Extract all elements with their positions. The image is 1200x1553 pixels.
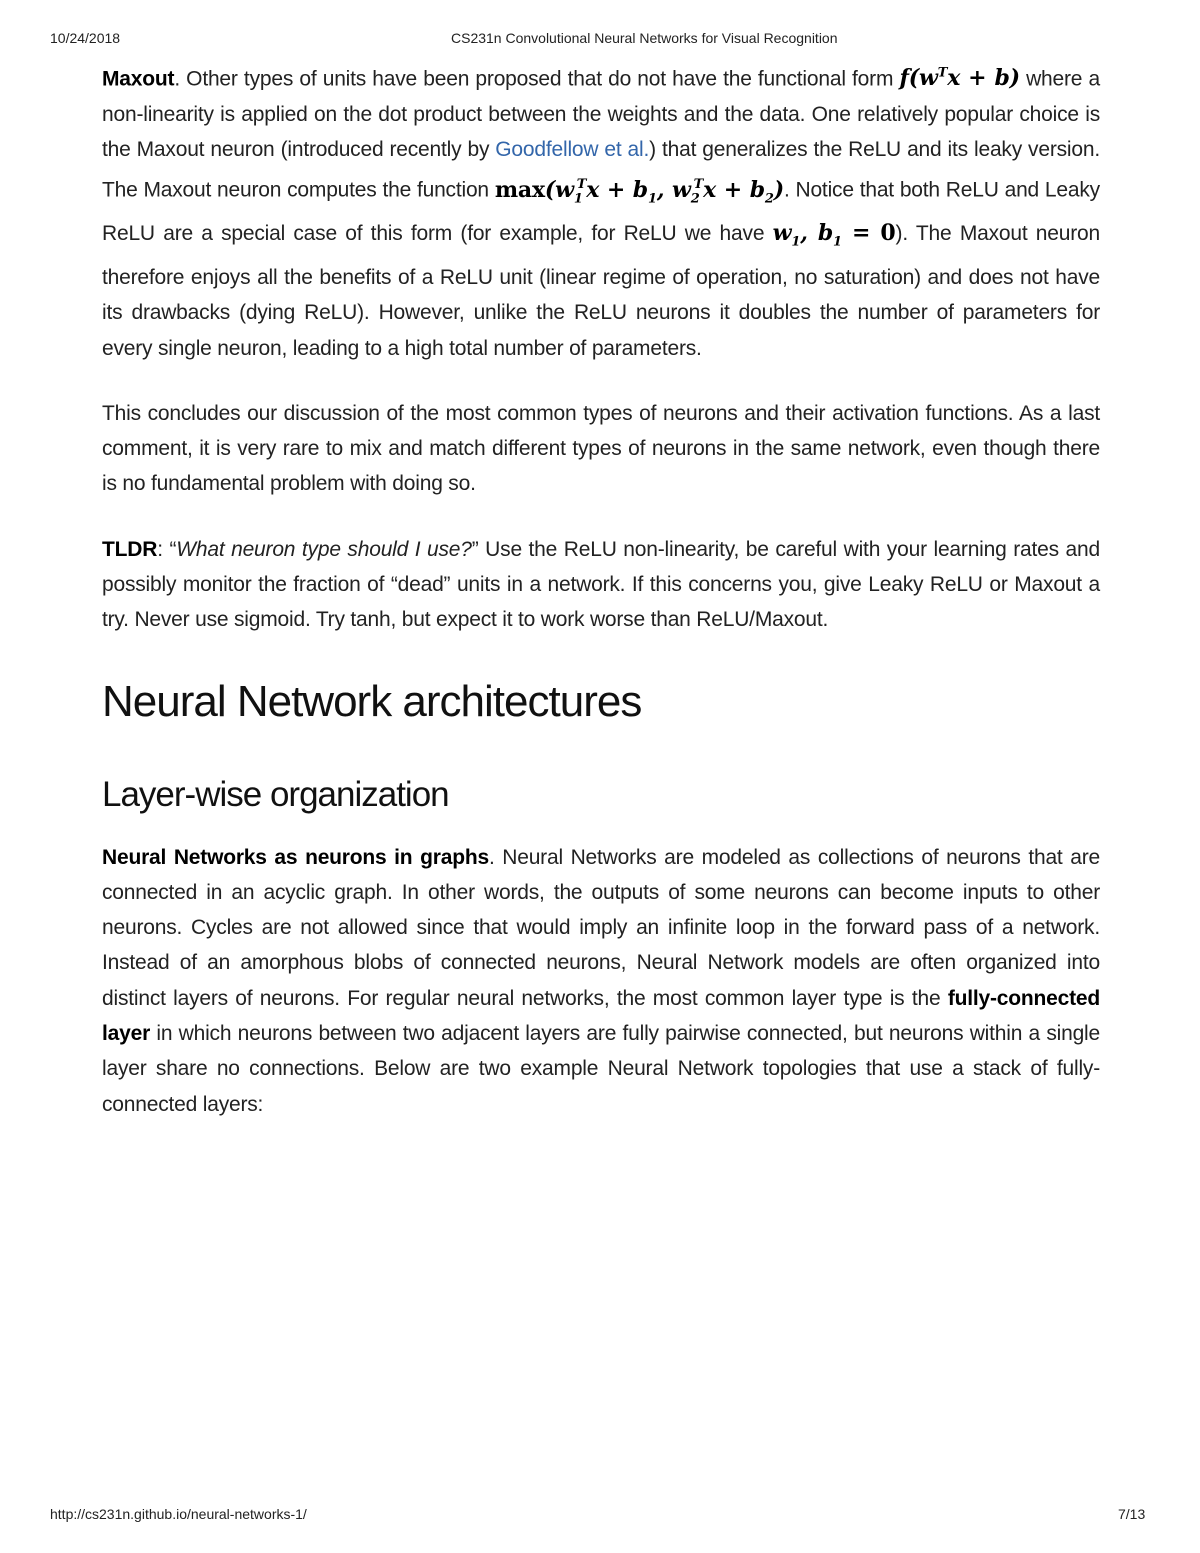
text: ) that generalizes the ReLU and its leaky version. The Maxout neuron computes the function bbox=[102, 137, 1100, 202]
print-title: CS231n Convolutional Neural Networks for Visual Recognition bbox=[451, 30, 838, 46]
tldr-label: TLDR bbox=[102, 537, 158, 561]
goodfellow-link[interactable]: Goodfellow et al. bbox=[495, 137, 650, 161]
text: . Notice that both ReLU and Leaky ReLU are a special case of this form (for example, for ReLU we have bbox=[102, 178, 1100, 246]
fc-layer-term: fully-connected layer bbox=[102, 986, 1100, 1046]
text: . Other types of units have been proposed that do not have the functional form bbox=[174, 67, 900, 91]
subsection-heading: Layer-wise organization bbox=[102, 774, 449, 814]
math-maxout-function: $\max(w_1^Tx + b_1$, $w_2^Tx + b_2$) bbox=[494, 176, 784, 206]
text: ” Use the ReLU non-linearity, be careful with your learning rates and possibly monitor the fraction of “dead” units in a network. If this concerns you, give Leaky ReLU or Maxout a try. Never use sigmoid. Try tanh, but expect it to work worse than ReLU/Maxout. bbox=[102, 537, 1100, 632]
text: in which neurons between two adjacent layers are fully pairwise connected, but neurons within a single layer share no connections. Below are two example Neural Network topologies that use a stack of fully-connected layers: bbox=[102, 1022, 1100, 1116]
graphs-term: Neural Networks as neurons in graphs bbox=[102, 845, 489, 869]
print-date: 10/24/2018 bbox=[50, 30, 121, 46]
text: where a non-linearity is applied on the dot product between the weights and the data. One relatively popular choice is the Maxout neuron (introduced recently by bbox=[102, 67, 1101, 161]
math-relu-case: $w_1$, $b_1 = 0$ bbox=[772, 220, 896, 250]
section-heading: Neural Network architectures bbox=[102, 676, 642, 726]
tldr-paragraph bbox=[102, 532, 1100, 638]
math-affine-form: $f(w^Tx + b)$ bbox=[899, 65, 1020, 92]
tldr-question: What neuron type should I use? bbox=[176, 537, 472, 561]
text: ). The Maxout neuron therefore enjoys all the benefits of a ReLU unit (linear regime of operation, no saturation) and does not have its drawbacks (dying ReLU). However, unlike the ReLU neurons it doubles the number of parameters for every single neuron, leading to a high total number of parameters. bbox=[102, 222, 1100, 360]
article-body bbox=[102, 56, 1100, 1152]
graphs-paragraph bbox=[102, 840, 1100, 1122]
text: : “ bbox=[157, 537, 177, 561]
text: . Neural Networks are modeled as collections of neurons that are connected in an acyclic graph. In other words, the outputs of some neurons can become inputs to other neurons. Cycles are not allowed since that would imply an infinite loop in the forward pass of a network. Instead of an amorphous blobs of connected neurons, Neural Network models are often organized into distinct layers of neurons. For regular neural networks, the most common layer type is the bbox=[102, 845, 1100, 1010]
page-number: 7/13 bbox=[1118, 1506, 1146, 1522]
conclusion-paragraph: This concludes our discussion of the most common types of neurons and their activation functions. As a last comment, it is very rare to mix and match different types of neurons in the same network, even though there is no fundamental problem with doing so. bbox=[102, 401, 1100, 496]
page-url: http://cs231n.github.io/neural-networks-1/ bbox=[50, 1506, 307, 1522]
maxout-term: Maxout bbox=[102, 67, 175, 91]
maxout-paragraph bbox=[102, 56, 1100, 366]
